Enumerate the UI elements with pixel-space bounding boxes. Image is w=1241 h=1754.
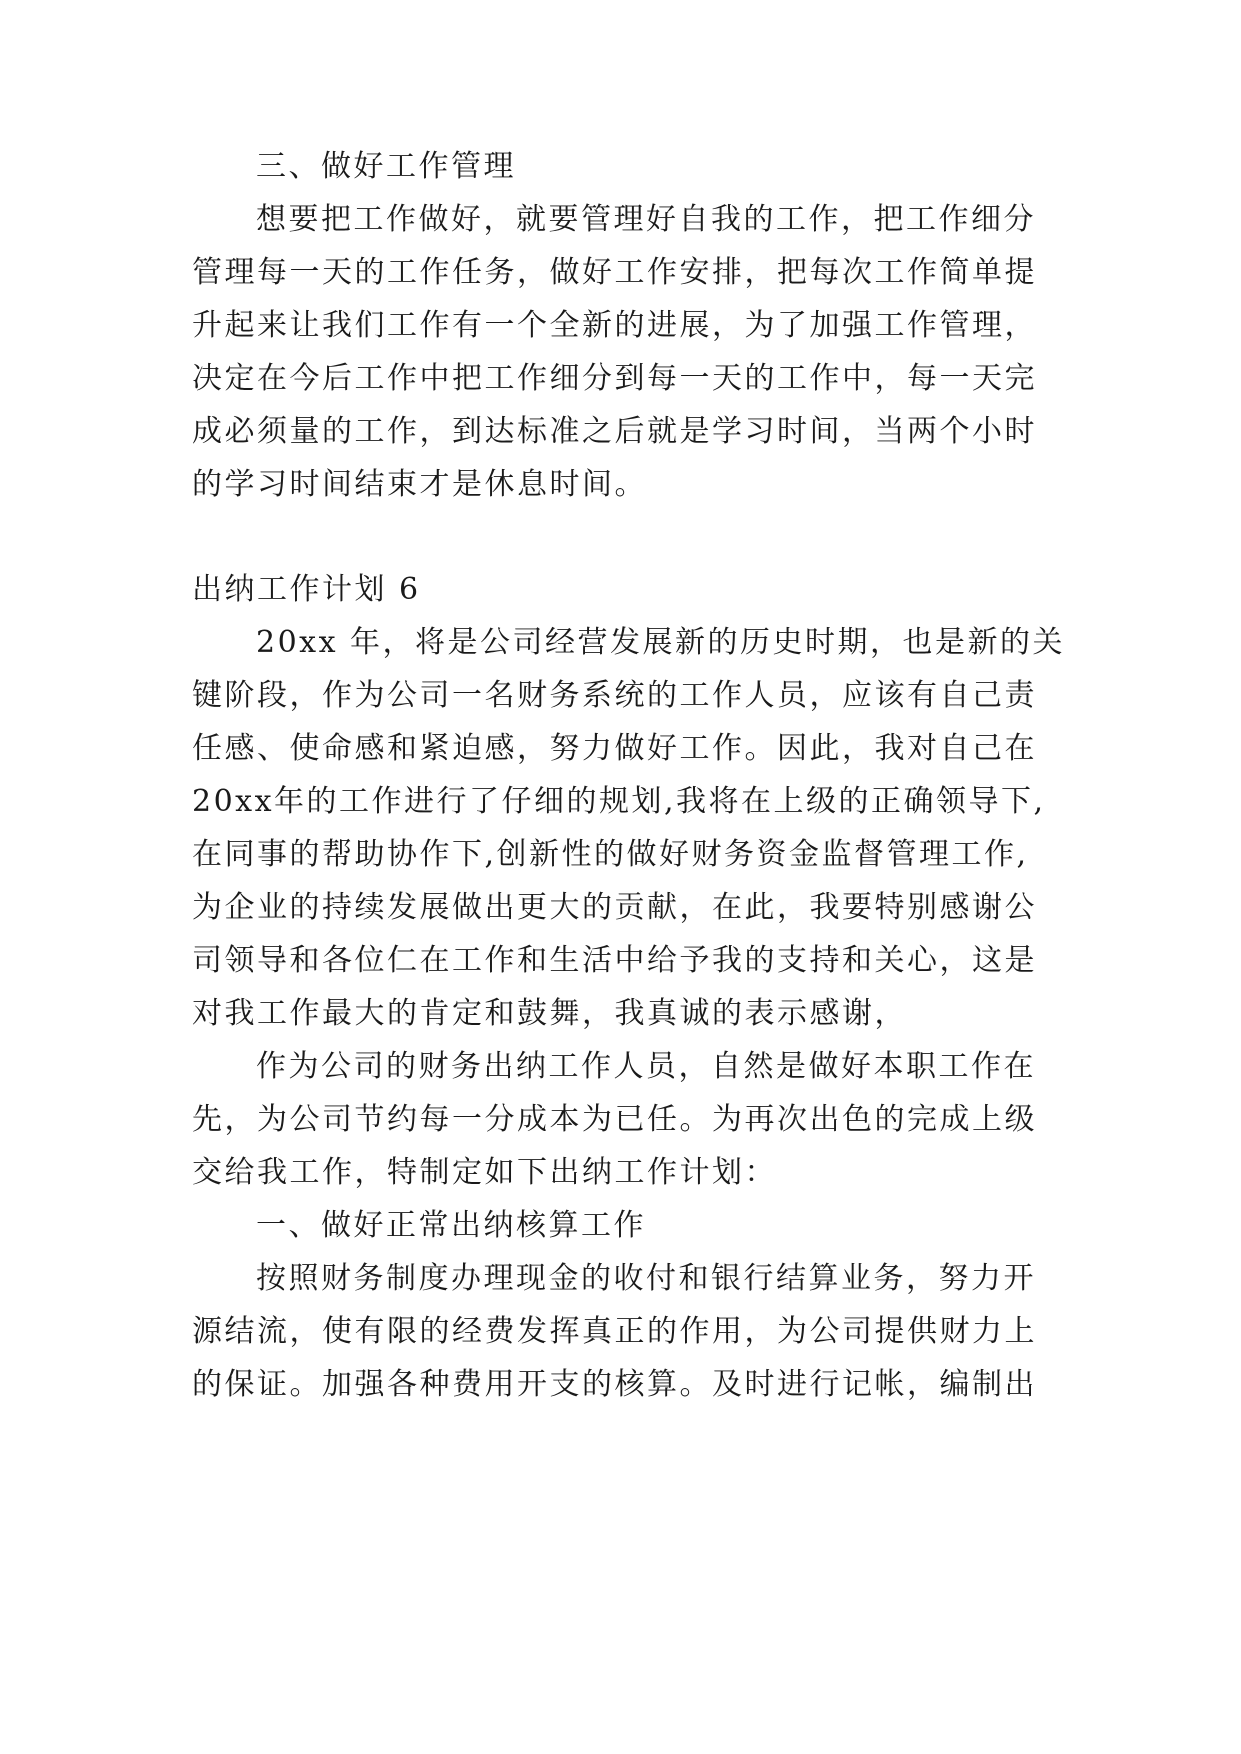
paragraph-line: 升起来让我们工作有一个全新的进展，为了加强工作管理， bbox=[192, 308, 1037, 343]
paragraph-line: 的学习时间结束才是休息时间。 bbox=[192, 467, 647, 502]
section-heading: 三、做好工作管理 bbox=[256, 149, 516, 184]
paragraph-line: 在同事的帮助协作下,创新性的做好财务资金监督管理工作, bbox=[192, 837, 1029, 872]
paragraph-line: 决定在今后工作中把工作细分到每一天的工作中，每一天完 bbox=[192, 361, 1037, 396]
paragraph-line: 交给我工作，特制定如下出纳工作计划： bbox=[192, 1155, 777, 1190]
paragraph-line: 20xx年的工作进行了仔细的规划,我将在上级的正确领导下, bbox=[192, 784, 1046, 819]
paragraph-line: 成必须量的工作，到达标准之后就是学习时间，当两个小时 bbox=[192, 414, 1037, 449]
paragraph-line: 按照财务制度办理现金的收付和银行结算业务，努力开 bbox=[256, 1261, 1036, 1296]
paragraph-line: 对我工作最大的肯定和鼓舞，我真诚的表示感谢， bbox=[192, 996, 907, 1031]
document-title: 出纳工作计划 6 bbox=[192, 572, 421, 607]
paragraph-line: 的保证。加强各种费用开支的核算。及时进行记帐，编制出 bbox=[192, 1367, 1037, 1402]
paragraph-line: 想要把工作做好，就要管理好自我的工作，把工作细分 bbox=[256, 202, 1036, 237]
paragraph-line: 为企业的持续发展做出更大的贡献，在此，我要特别感谢公 bbox=[192, 890, 1037, 925]
section-subheading: 一、做好正常出纳核算工作 bbox=[256, 1208, 646, 1243]
paragraph-line: 源结流，使有限的经费发挥真正的作用，为公司提供财力上 bbox=[192, 1314, 1037, 1349]
paragraph-line: 管理每一天的工作任务，做好工作安排，把每次工作简单提 bbox=[192, 255, 1037, 290]
paragraph-line: 任感、使命感和紧迫感，努力做好工作。因此，我对自己在 bbox=[192, 731, 1037, 766]
paragraph-line: 键阶段，作为公司一名财务系统的工作人员，应该有自己责 bbox=[192, 678, 1037, 713]
paragraph-line: 司领导和各位仁在工作和生活中给予我的支持和关心，这是 bbox=[192, 943, 1037, 978]
paragraph-line: 20xx 年，将是公司经营发展新的历史时期，也是新的关 bbox=[256, 625, 1066, 660]
paragraph-line: 先，为公司节约每一分成本为已任。为再次出色的完成上级 bbox=[192, 1102, 1037, 1137]
paragraph-line: 作为公司的财务出纳工作人员，自然是做好本职工作在 bbox=[256, 1049, 1036, 1084]
